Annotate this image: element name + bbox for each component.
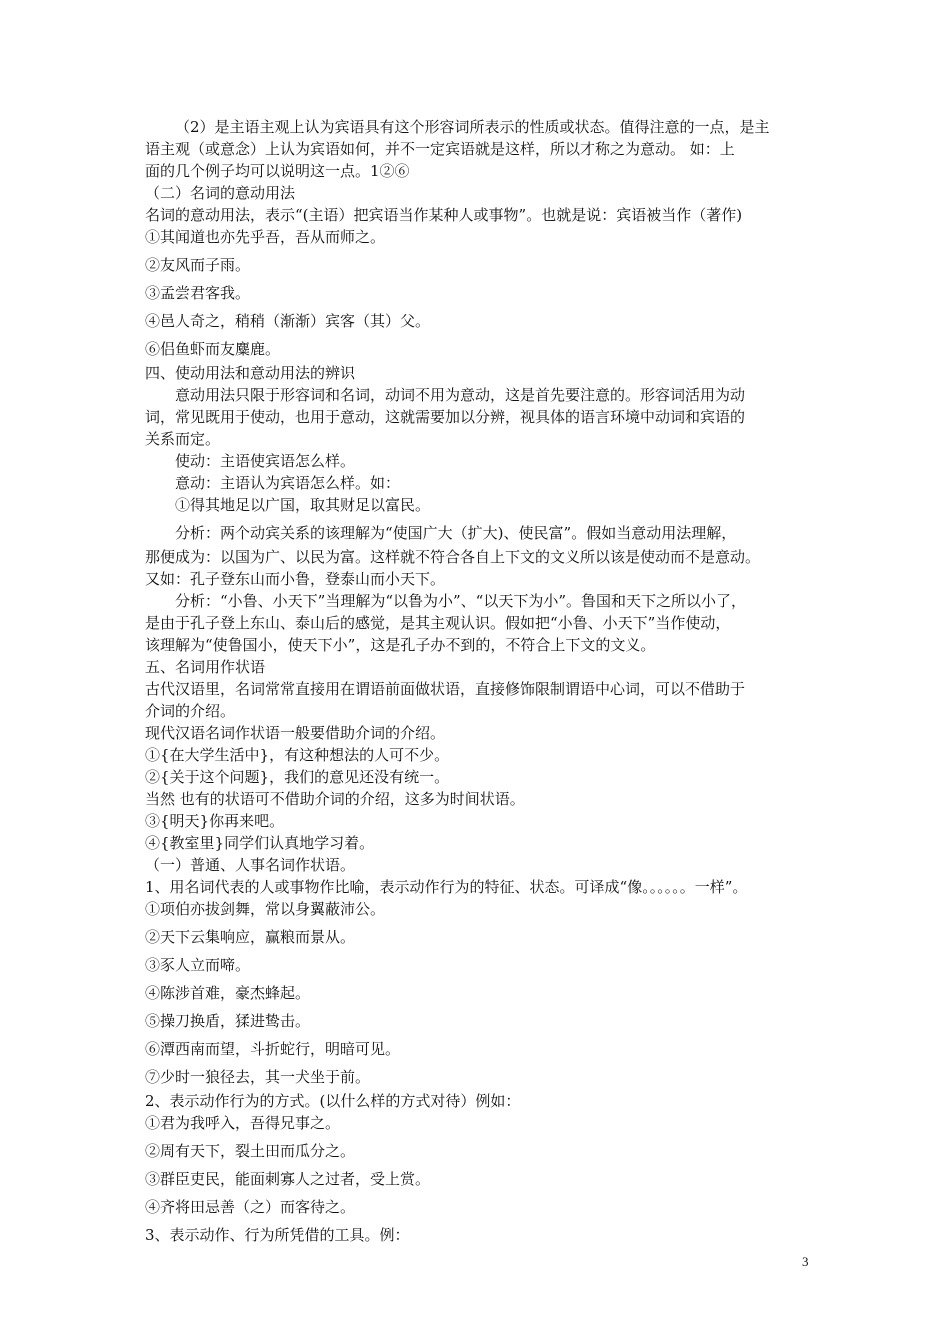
text-line: 3、表示动作、行为所凭借的工具。例： bbox=[145, 1226, 410, 1244]
text-line: 是由于孔子登上东山、泰山后的感觉，是其主观认识。假如把“小鲁、小天下”当作使动， bbox=[145, 614, 731, 632]
text-line: 现代汉语名词作状语一般要借助介词的介绍。 bbox=[145, 724, 446, 742]
text-line: （一）普通、人事名词作状语。 bbox=[145, 856, 356, 874]
text-line: 词，常见既用于使动，也用于意动，这就需要加以分辨，视具体的语言环境中动词和宾语的 bbox=[145, 408, 746, 426]
text-line: 五、名词用作状语 bbox=[145, 658, 266, 676]
text-line: ⑦少时一狼径去，其一犬坐于前。 bbox=[145, 1068, 371, 1086]
text-line: 关系而定。 bbox=[145, 430, 221, 448]
text-line: ⑤操刀换盾，猱进鸷击。 bbox=[145, 1012, 311, 1030]
text-line: ①项伯亦拔剑舞，常以身翼蔽沛公。 bbox=[145, 900, 386, 918]
text-line: ⑥侣鱼虾而友麋鹿。 bbox=[145, 340, 281, 358]
text-line: 当然 也有的状语可不借助介词的介绍，这多为时间状语。 bbox=[145, 790, 525, 808]
text-line: ①得其地足以广国，取其财足以富民。 bbox=[175, 496, 431, 514]
text-line: （二）名词的意动用法 bbox=[145, 184, 296, 202]
text-line: 该理解为“使鲁国小，使天下小”，这是孔子办不到的，不符合上下文的文义。 bbox=[145, 636, 656, 654]
document-body bbox=[145, 116, 815, 1248]
text-line: 那便成为：以国为广、以民为富。这样就不符合各自上下文的文义所以该是使动而不是意动。 bbox=[145, 548, 761, 566]
text-line: 四、使动用法和意动用法的辨识 bbox=[145, 364, 356, 382]
text-line: 意动用法只限于形容词和名词，动词不用为意动，这是首先要注意的。形容词活用为动 bbox=[175, 386, 746, 404]
text-line: 语主观（或意念）上认为宾语如何，并不一定宾语就是这样，所以才称之为意动。 如：上 bbox=[145, 140, 735, 158]
text-line: ②友风而子雨。 bbox=[145, 256, 251, 274]
text-line: 分析：两个动宾关系的该理解为“使国广大（扩大)、使民富”。假如当意动用法理解， bbox=[175, 524, 737, 542]
text-line: 面的几个例子均可以说明这一点。1②⑥ bbox=[145, 162, 410, 180]
text-line: ④陈涉首难，豪杰蜂起。 bbox=[145, 984, 311, 1002]
text-line: 2、表示动作行为的方式。(以什么样的方式对待）例如： bbox=[145, 1092, 521, 1110]
text-line: 1、用名词代表的人或事物作比喻，表示动作行为的特征、状态。可译成“像。。。。。。一样”。 bbox=[145, 878, 748, 896]
text-line: 古代汉语里，名词常常直接用在谓语前面做状语，直接修饰限制谓语中心词，可以不借助于 bbox=[145, 680, 746, 698]
text-line: ②周有天下，裂土田而瓜分之。 bbox=[145, 1142, 356, 1160]
text-line: ①{在大学生活中}，有这种想法的人可不少。 bbox=[145, 746, 450, 764]
text-line: 又如：孔子登东山而小鲁，登泰山而小天下。 bbox=[145, 570, 446, 588]
text-line: ③孟尝君客我。 bbox=[145, 284, 251, 302]
text-line: ③{明天}你再来吧。 bbox=[145, 812, 285, 830]
text-line: 意动：主语认为宾语怎么样。如： bbox=[175, 474, 401, 492]
text-line: ③群臣吏民，能面刺寡人之过者，受上赏。 bbox=[145, 1170, 431, 1188]
text-line: 使动：主语使宾语怎么样。 bbox=[175, 452, 356, 470]
page-number: 3 bbox=[802, 1254, 809, 1269]
text-line: ④齐将田忌善（之）而客待之。 bbox=[145, 1198, 356, 1216]
text-line: ⑥潭西南而望，斗折蛇行，明暗可见。 bbox=[145, 1040, 401, 1058]
text-line: （2）是主语主观上认为宾语具有这个形容词所表示的性质或状态。值得注意的一点，是主 bbox=[175, 118, 770, 136]
text-line: ③豕人立而啼。 bbox=[145, 956, 251, 974]
text-line: ②天下云集响应，赢粮而景从。 bbox=[145, 928, 356, 946]
text-line: 名词的意动用法，表示“(主语）把宾语当作某种人或事物”。也就是说：宾语被当作（著作) bbox=[145, 206, 743, 224]
text-line: ④{教室里}同学们认真地学习着。 bbox=[145, 834, 375, 852]
text-line: ①其闻道也亦先乎吾，吾从而师之。 bbox=[145, 228, 386, 246]
text-line: ④邑人奇之，稍稍（渐渐）宾客（其）父。 bbox=[145, 312, 431, 330]
text-line: ②{关于这个问题}，我们的意见还没有统一。 bbox=[145, 768, 450, 786]
text-line: ①君为我呼入，吾得兄事之。 bbox=[145, 1114, 341, 1132]
text-line: 分析：“小鲁、小天下”当理解为“以鲁为小”、“以天下为小”。鲁国和天下之所以小了， bbox=[175, 592, 747, 610]
text-line: 介词的介绍。 bbox=[145, 702, 236, 720]
